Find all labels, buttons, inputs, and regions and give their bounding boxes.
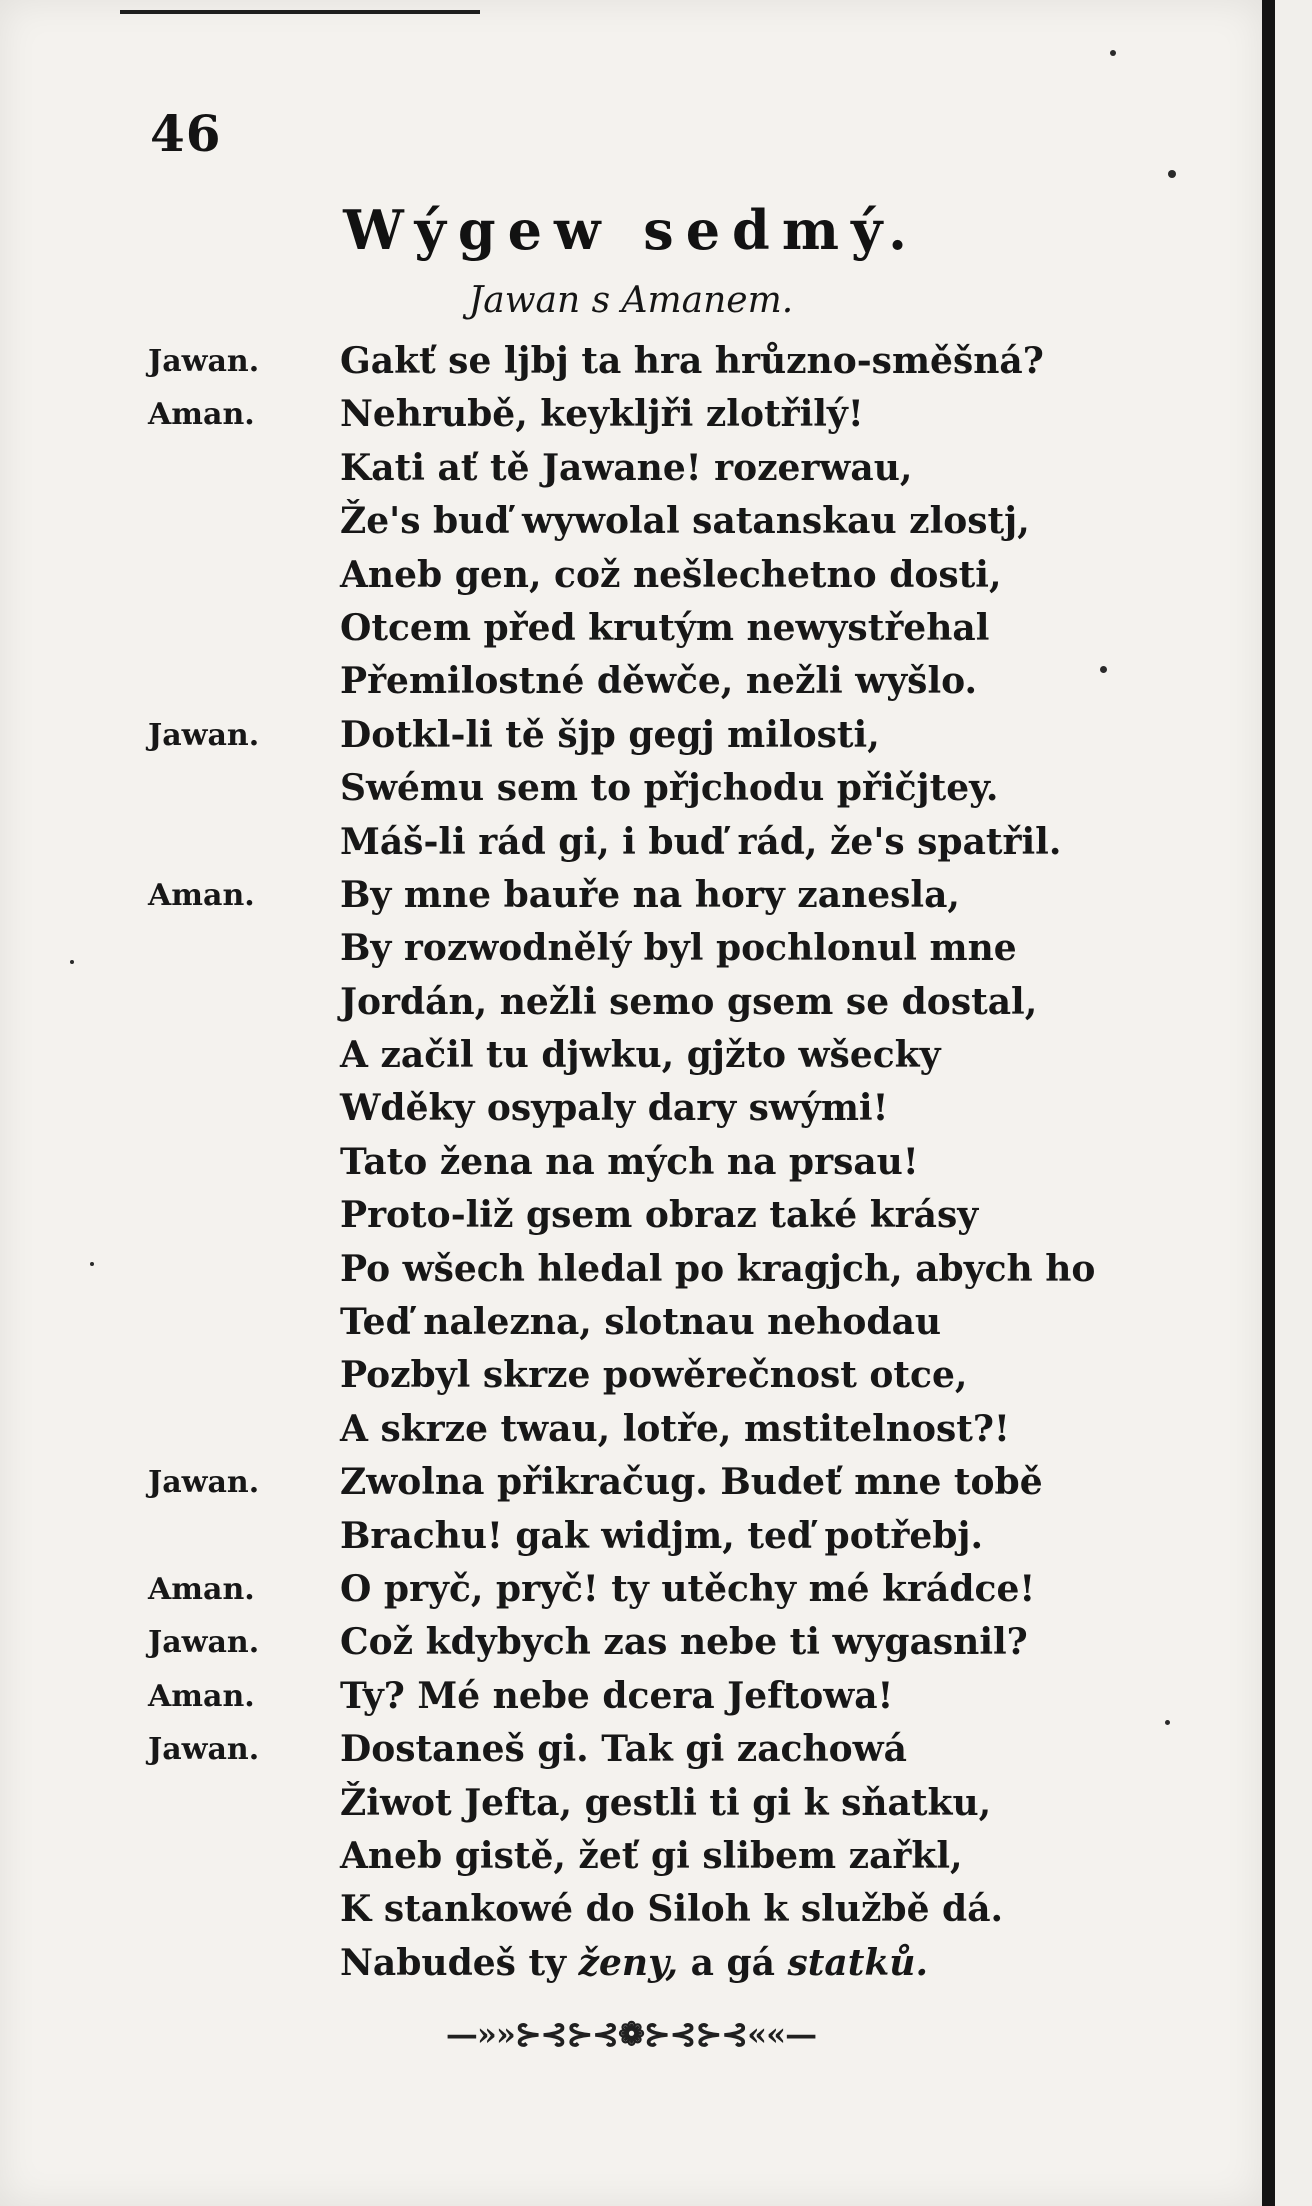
speaker-label: Aman. bbox=[148, 397, 255, 433]
paper-speck bbox=[1100, 666, 1107, 673]
verse-text: By mne bauře na hory zanesla, bbox=[340, 873, 960, 916]
verse-text: Žiwot Jefta, gestli ti gi k sňatku, bbox=[340, 1781, 992, 1824]
verse-text: Pozbyl skrze powěrečnost otce, bbox=[340, 1354, 968, 1397]
speaker-label: Jawan. bbox=[148, 1625, 260, 1661]
speaker-label: Jawan. bbox=[148, 1732, 260, 1768]
paper-speck bbox=[1110, 50, 1116, 56]
verse-text: A skrze twau, lotře, mstitelnost?! bbox=[340, 1407, 1010, 1450]
dialogue-line bbox=[0, 552, 1262, 605]
speaker-label: Jawan. bbox=[148, 717, 260, 753]
dialogue-line bbox=[0, 1886, 1262, 1939]
verse-text: Aneb gen, což nešlechetno dosti, bbox=[340, 553, 1002, 596]
italic-word: ženy, bbox=[578, 1941, 679, 1984]
paper-speck bbox=[70, 960, 74, 964]
verse-text: Teď nalezna, slotnau nehodau bbox=[340, 1301, 942, 1344]
verse-text bbox=[340, 1942, 928, 1984]
verse-text: Dostaneš gi. Tak gi zachowá bbox=[340, 1728, 907, 1771]
dialogue-line bbox=[0, 1192, 1262, 1245]
verse-text: Ty? Mé nebe dcera Jeftowa! bbox=[340, 1674, 894, 1717]
verse-fragment: Nabudeš ty bbox=[340, 1941, 579, 1984]
verse-text: Zwolna přikračug. Budeť mne tobě bbox=[340, 1461, 1043, 1504]
dialogue-lines bbox=[0, 338, 1262, 1993]
speaker-label: Aman. bbox=[148, 877, 255, 913]
dialogue-line bbox=[0, 1513, 1262, 1566]
verse-text: Swému sem to přjchodu přičjtey. bbox=[340, 767, 999, 810]
dialogue-line bbox=[0, 1833, 1262, 1886]
dialogue-line bbox=[0, 1780, 1262, 1833]
dialogue-line bbox=[0, 1673, 1262, 1726]
verse-text: Gakť se ljbj ta hra hrůzno-směšná? bbox=[340, 340, 1044, 382]
verse-text: Že's buď wywolal satanskau zlostj, bbox=[340, 500, 1030, 543]
speaker-label: Aman. bbox=[148, 1571, 255, 1607]
italic-word: statků. bbox=[787, 1941, 929, 1984]
paper-speck bbox=[90, 1262, 94, 1266]
dialogue-line bbox=[0, 338, 1262, 391]
verse-text: O pryč, pryč! ty utěchy mé krádce! bbox=[340, 1567, 1036, 1610]
adjacent-page-edge bbox=[1275, 0, 1312, 2206]
dialogue-line bbox=[0, 872, 1262, 925]
dialogue-line bbox=[0, 1619, 1262, 1672]
dialogue-line bbox=[0, 605, 1262, 658]
speaker-label: Jawan. bbox=[148, 344, 260, 379]
dialogue-line bbox=[0, 1459, 1262, 1512]
top-rule bbox=[120, 10, 480, 14]
dialogue-line bbox=[0, 1032, 1262, 1085]
verse-text: A začil tu djwku, gjžto wšecky bbox=[340, 1034, 941, 1077]
scene-subtitle: Jawan s Amanem. bbox=[468, 280, 794, 321]
dialogue-line bbox=[0, 498, 1262, 551]
dialogue-line bbox=[0, 1299, 1262, 1352]
verse-text: Kati ať tě Jawane! rozerwau, bbox=[340, 446, 913, 489]
verse-text: Wděky osypaly dary swými! bbox=[340, 1087, 889, 1130]
speaker-label: Jawan. bbox=[148, 1465, 260, 1501]
verse-text: Brachu! gak widjm, teď potřebj. bbox=[340, 1514, 983, 1557]
verse-text: By rozwodnělý byl pochlonul mne bbox=[340, 927, 1017, 970]
ornament-divider: —»»⊱⊰⊱⊰❁⊱⊰⊱⊰««— bbox=[445, 2015, 817, 2053]
verse-text: Přemilostné děwče, nežli wyšlo. bbox=[340, 660, 978, 703]
verse-text: Aneb gistě, žeť gi slibem zařkl, bbox=[340, 1834, 963, 1877]
dialogue-line bbox=[0, 445, 1262, 498]
dialogue-line bbox=[0, 1085, 1262, 1138]
dialogue-line bbox=[0, 765, 1262, 818]
dialogue-line bbox=[0, 1726, 1262, 1779]
dialogue-line bbox=[0, 1352, 1262, 1405]
verse-text: Jordán, nežli semo gsem se dostal, bbox=[340, 980, 1038, 1023]
speaker-label: Aman. bbox=[148, 1678, 255, 1714]
dialogue-line bbox=[0, 1406, 1262, 1459]
verse-fragment: a gá bbox=[678, 1941, 788, 1984]
verse-text: Po wšech hledal po kragjch, abych ho bbox=[340, 1247, 1096, 1290]
dialogue-line bbox=[0, 391, 1262, 444]
dialogue-line bbox=[0, 1246, 1262, 1299]
verse-text: Tato žena na mých na prsau! bbox=[340, 1140, 919, 1183]
verse-text: Proto-liž gsem obraz také krásy bbox=[340, 1194, 979, 1237]
paper-speck bbox=[1165, 1720, 1170, 1725]
verse-text: Máš-li rád gi, i buď rád, že's spatřil. bbox=[340, 820, 1062, 863]
dialogue-line bbox=[0, 1940, 1262, 1993]
paper-speck bbox=[1168, 170, 1176, 178]
dialogue-line bbox=[0, 1139, 1262, 1192]
verse-text: K stankowé do Siloh k službě dá. bbox=[340, 1888, 1004, 1931]
dialogue-line bbox=[0, 979, 1262, 1032]
dialogue-line bbox=[0, 819, 1262, 872]
dialogue-line bbox=[0, 925, 1262, 978]
scene-title: Wýgew sedmý. bbox=[343, 198, 919, 262]
verse-text: Otcem před krutým newystřehal bbox=[340, 606, 990, 649]
verse-text: Nehrubě, keyklјři zlotřilý! bbox=[340, 393, 864, 436]
verse-text: Což kdybych zas nebe ti wygasnil? bbox=[340, 1621, 1028, 1664]
dialogue-line bbox=[0, 1566, 1262, 1619]
verse-text: Dotkl-li tě šjp gegj milosti, bbox=[340, 713, 880, 756]
dialogue-line bbox=[0, 658, 1262, 711]
dialogue-line bbox=[0, 712, 1262, 765]
page-number: 46 bbox=[150, 104, 222, 163]
